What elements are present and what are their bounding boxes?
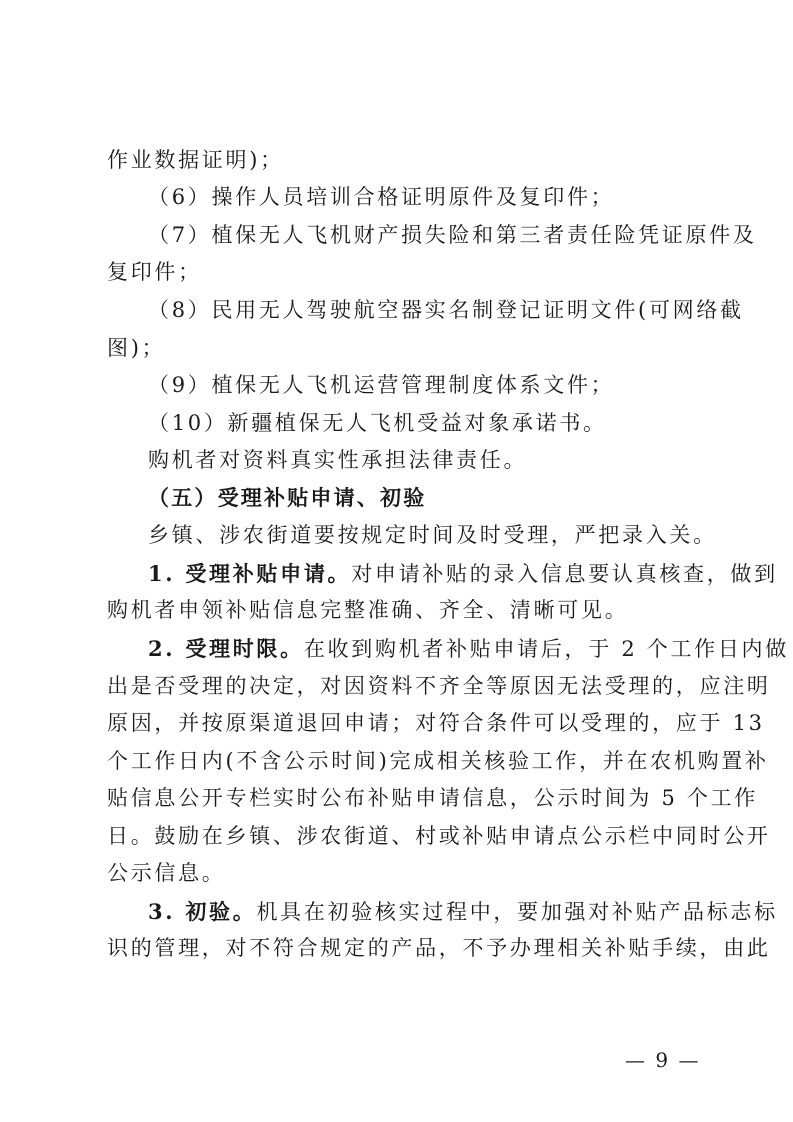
page-number: — 9 — <box>625 1048 701 1072</box>
text-line: 贴信息公开专栏实时公布补贴申请信息，公示时间为 5 个工作 <box>107 786 759 810</box>
paragraph-2-text: 在收到购机者补贴申请后，于 2 个工作日内做 <box>303 637 789 661</box>
text-line: 图)； <box>107 336 166 360</box>
list-item-7: （7）植保无人飞机财产损失险和第三者责任险凭证原件及 <box>148 223 757 247</box>
paragraph-2-title: 2. 受理时限。 <box>148 636 304 661</box>
paragraph-1-line <box>148 563 778 585</box>
text-line: 乡镇、涉农街道要按规定时间及时受理，严把录入关。 <box>148 523 717 547</box>
paragraph-2-line <box>148 638 789 660</box>
text-line: 个工作日内(不含公示时间)完成相关核验工作，并在农机购置补 <box>107 749 769 773</box>
list-item-6: （6）操作人员培训合格证明原件及复印件； <box>148 185 615 209</box>
paragraph-3-title: 3. 初验。 <box>148 899 257 924</box>
text-line: 识的管理，对不符合规定的产品，不予办理相关补贴手续，由此 <box>107 936 771 960</box>
paragraph-3-line <box>148 901 778 923</box>
text-line: 出是否受理的决定，对因资料不齐全等原因无法受理的，应注明 <box>107 674 771 698</box>
paragraph-3-text: 机具在初验核实过程中，要加强对补贴产品标志标 <box>256 900 778 924</box>
text-line: 日。鼓励在乡镇、涉农街道、村或补贴申请点公示栏中同时公开 <box>107 824 771 848</box>
text-line: 购机者申领补贴信息完整准确、齐全、清晰可见。 <box>107 598 629 622</box>
text-line: 购机者对资料真实性承担法律责任。 <box>148 448 528 472</box>
list-item-10: （10）新疆植保无人飞机受益对象承诺书。 <box>148 411 607 435</box>
section-heading: （五）受理补贴申请、初验 <box>148 486 427 510</box>
list-item-8: （8）民用无人驾驶航空器实名制登记证明文件(可网络截 <box>148 298 744 322</box>
paragraph-1-text: 对申请补贴的录入信息要认真核查，做到 <box>351 562 778 586</box>
text-line: 原因，并按原渠道退回申请；对符合条件可以受理的，应于 13 <box>107 711 765 735</box>
paragraph-1-title: 1. 受理补贴申请。 <box>148 561 352 586</box>
text-line: 复印件； <box>107 260 202 284</box>
text-line: 公示信息。 <box>107 861 226 885</box>
list-item-9: （9）植保无人飞机运营管理制度体系文件； <box>148 373 615 397</box>
text-line: 作业数据证明)； <box>107 148 284 172</box>
